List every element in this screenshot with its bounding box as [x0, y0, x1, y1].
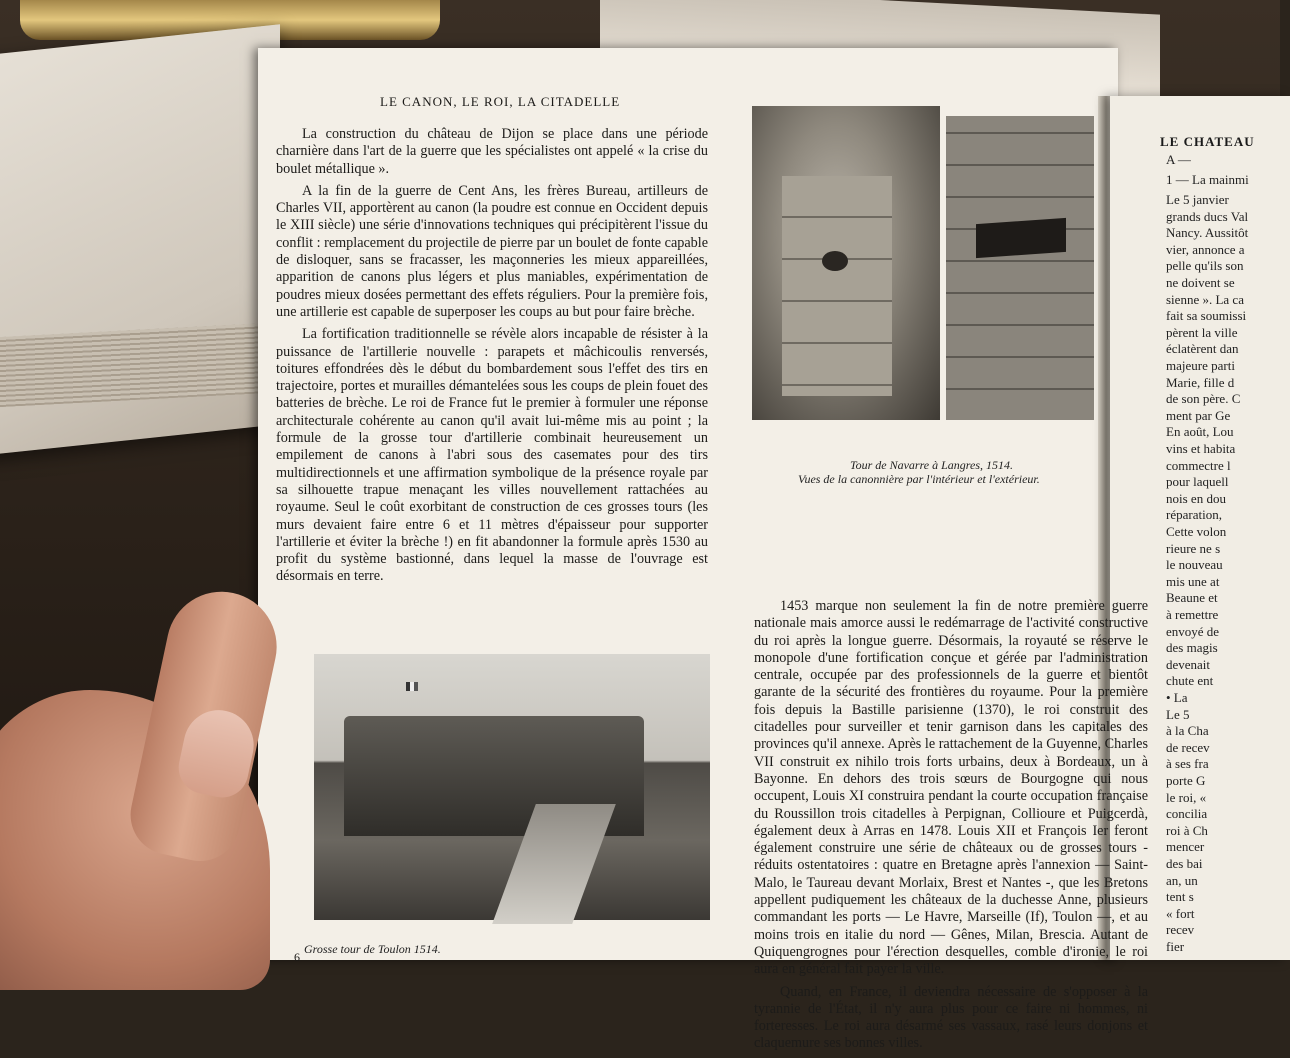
- right-page-line: recev: [1166, 922, 1195, 938]
- right-page-line: mencer: [1166, 839, 1205, 855]
- flag: [406, 682, 418, 691]
- right-page-title: LE CHATEAU: [1160, 134, 1255, 149]
- right-page-line: le roi, «: [1166, 789, 1207, 805]
- right-page-line: Marie, fille d: [1166, 374, 1235, 390]
- paragraph: 1453 marque non seulement la fin de notre première guerre nationale mais amorce aussi le redémarrage de l'activité constructive du roi après la longue guerre. Désormais, la royauté se réserve le monopole d'une fortification conçue et gérée par l'administration centrale, occupée par des professionnels de la guerre et bientôt garante de la sécurité des frontières du royaume. Pour la première fois depuis la Bastille parisienne (1370), le roi construit des citadelles pour surveiller et tenir garnison dans les capitales des provinces qu'il annexe. Après le rattachement de la Guyenne, Charles VII construit ex nihilo trois forts urbains, deux à Bordeaux, un à Bayonne. En dehors des trois sœurs de Bourgogne qui nous occupent, Louis XI construira pendant la courte occupation française du Roussillon trois citadelles à Perpignan, Collioure et Puigcerdà, également deux à Arras en 1478. Louis XII et François Ier feront également construire une série de châteaux ou de grosses tours - réduits ostentatoires : quatre en Bretagne après l'annexion — Saint-Malo, le Taureau devant Morlaix, Brest et Nantes -, que les Bretons appellent pudiquement les châteaux de la duchesse Anne, plusieurs commandant les ports — Le Havre, Marseille (If), Toulon —, et au moins trois en italie du nord — Gênes, Milan, Brescia. Autant de Quiquengrognes pour l'érection desquelles, comble d'ironie, le roi aura en général fait payer la ville.: [754, 598, 1148, 978]
- right-page-line: devenait: [1166, 656, 1211, 672]
- photo-navarre-interior: [752, 106, 940, 420]
- right-page-line: tent s: [1166, 889, 1194, 905]
- right-page-line: pèrent la ville: [1166, 324, 1238, 340]
- right-page-line: pour laquell: [1166, 474, 1229, 490]
- right-page-line: mis une at: [1166, 573, 1220, 589]
- caption-navarre-line1: Tour de Navarre à Langres, 1514.: [850, 458, 1014, 472]
- right-page-line: majeure parti: [1166, 358, 1235, 373]
- right-page-line: à la Cha: [1166, 723, 1209, 739]
- right-page-line: concilia: [1166, 806, 1208, 822]
- right-page-line: à remettre: [1166, 607, 1219, 622]
- right-page-line: fier: [1166, 939, 1185, 954]
- right-page-line: pelle qu'ils son: [1166, 258, 1244, 274]
- paragraph: La fortification traditionnelle se révèle alors incapable de résister à la puissance de l'artillerie nouvelle : parapets et mâchicoulis renversés, toitures effondrées dès le début du bombardement sous l'effet des tirs en trajectoire, portes et murailles démantelées sous les coups de plein fouet des batteries de brèche. Le roi de France fut le premier à formuler une réponse architecturale cohérente au canon qu'il avait lui-même mis au point ; la formule de la grosse tour d'artillerie combinait heureusement un empilement de canons à l'abri sous des casemates pour des tirs multidirectionnels et une affirmation symbolique de la présence royale par sa silhouette trapue menaçant les villes nouvellement rattachées au royaume. Seul le coût exorbitant de construction de ces grosses tours (les murs devaient faire entre 6 et 11 mètres d'épaisseur pour supporter l'artillerie et éviter la brèche !) en fit abandonner la formule après 1530 au profit du système bastionné, dans lequel la masse de l'ouvrage est désormais en terre.: [276, 326, 708, 585]
- caption-toulon: Grosse tour de Toulon 1514.: [304, 942, 441, 956]
- right-page-line: En août, Lou: [1166, 424, 1234, 440]
- paragraph: La construction du château de Dijon se place dans une période charnière dans l'art de la guerre que les spécialistes ont appelé « la crise du boulet métallique ».: [276, 126, 708, 177]
- right-page-line: • La: [1166, 690, 1188, 705]
- right-page-line: le nouveau: [1166, 557, 1223, 573]
- right-page-line: Nancy. Aussitôt: [1166, 225, 1249, 241]
- right-page-line: rieure ne s: [1166, 540, 1221, 556]
- left-text-column: [276, 126, 708, 591]
- right-page-line: ne doivent se: [1166, 275, 1235, 290]
- right-page-line: de son père. C: [1166, 391, 1241, 407]
- cannon-port: [822, 251, 848, 271]
- right-page-line: Beaune et: [1166, 590, 1218, 606]
- right-page-line: envoyé de: [1166, 623, 1220, 639]
- right-page-line: porte G: [1166, 773, 1206, 788]
- right-page-line: chute ent: [1166, 673, 1214, 689]
- middle-text-column: [754, 598, 1148, 1058]
- right-page-line: ment par Ge: [1166, 407, 1231, 423]
- right-page-line: vins et habita: [1166, 441, 1236, 456]
- right-page-line: réparation,: [1166, 507, 1222, 523]
- right-page-line: 1 — La mainmi: [1166, 172, 1249, 187]
- right-page-line: grands ducs Val: [1166, 208, 1249, 224]
- right-page-line: éclatèrent dan: [1166, 341, 1239, 357]
- right-page-line: Le 5 janvier: [1166, 192, 1229, 207]
- right-page-line: vier, annonce a: [1166, 241, 1245, 257]
- paragraph: A la fin de la guerre de Cent Ans, les frères Bureau, artilleurs de Charles VII, apportèrent au canon (la poudre est connue en Occident depuis le XIII siècle) une série d'innovations techniques qui précipitèrent l'issue du conflit : remplacement du projectile de pierre par un boulet de fonte capable de disloquer, sans se fracasser, les maçonneries les mieux appareillées, apparition de canons plus légers et plus maniables, expérimentation de poudres mieux dosées permettant des effets réguliers. Pour la première fois, une artillerie est capable de superposer les coups au but pour faire brèche.: [276, 182, 708, 320]
- right-page-line: an, un: [1166, 872, 1198, 888]
- hand: [0, 590, 330, 970]
- cannon-slot: [976, 218, 1066, 258]
- right-page-line: Le 5: [1166, 706, 1190, 722]
- right-page-line: A —: [1166, 152, 1191, 167]
- photo-toulon-tower: [314, 654, 710, 920]
- right-page-line: de recev: [1166, 739, 1210, 755]
- right-page-line: sienne ». La ca: [1166, 291, 1244, 307]
- right-page-line: des bai: [1166, 856, 1203, 871]
- right-page-line: Cette volon: [1166, 524, 1227, 539]
- right-page-line: « fort: [1166, 905, 1195, 921]
- stone-wall: [782, 176, 892, 396]
- right-page-line: à ses fra: [1166, 756, 1209, 772]
- paragraph: Quand, en France, il deviendra nécessaire de s'opposer à la tyrannie de l'État, il n'y aura plus pour ce faire ni hommes, ni forteresses. Le roi aura désarmé ses vassaux, rasé leurs donjons et claquemure ses bonnes villes.: [754, 983, 1148, 1052]
- caption-navarre-line2: Vues de la canonnière par l'intérieur et l'extérieur.: [798, 472, 1040, 486]
- right-page-line: fait sa soumissi: [1166, 308, 1247, 324]
- page-title: LE CANON, LE ROI, LA CITADELLE: [380, 94, 621, 109]
- right-page-line: des magis: [1166, 640, 1218, 656]
- right-page-line: nois en dou: [1166, 490, 1226, 506]
- right-page-line: commectre l: [1166, 457, 1231, 473]
- right-page-line: roi à Ch: [1166, 822, 1208, 838]
- photo-navarre-exterior: [946, 116, 1094, 420]
- page-number: 6: [294, 950, 300, 964]
